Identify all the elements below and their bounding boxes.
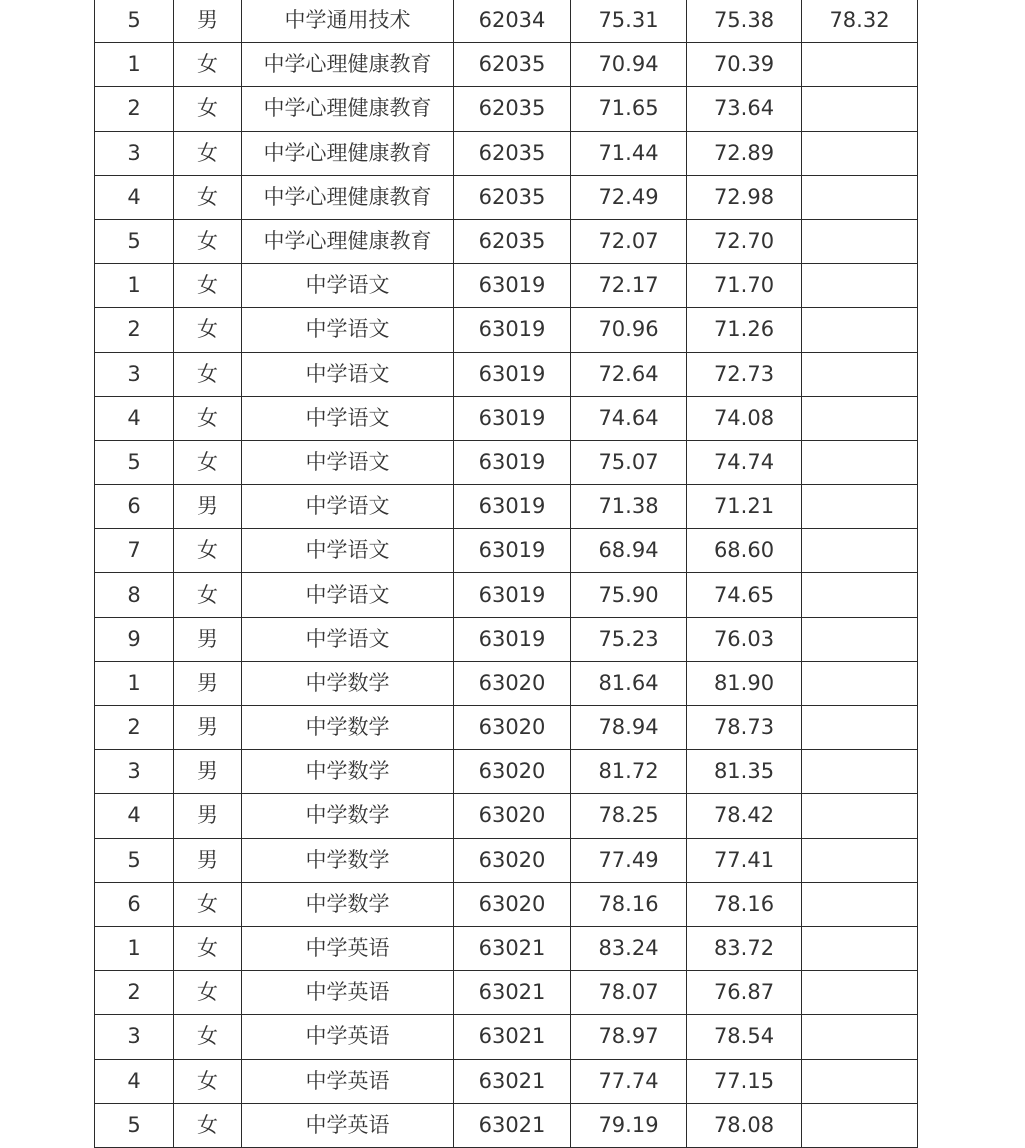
table-row	[95, 264, 918, 308]
cell-position-code: 63021	[454, 1103, 571, 1147]
cell-score-1: 75.31	[571, 0, 687, 43]
cell-subject: 中学心理健康教育	[242, 175, 454, 219]
cell-score-2: 74.08	[687, 396, 802, 440]
cell-score-1: 81.64	[571, 661, 687, 705]
cell-position-code: 62035	[454, 43, 571, 87]
cell-extra	[802, 882, 918, 926]
cell-gender: 女	[174, 573, 242, 617]
table-row	[95, 1015, 918, 1059]
cell-position-code: 62035	[454, 219, 571, 263]
cell-subject: 中学语文	[242, 308, 454, 352]
cell-gender: 女	[174, 131, 242, 175]
cell-seq: 4	[95, 1059, 174, 1103]
cell-position-code: 63020	[454, 661, 571, 705]
table-row	[95, 529, 918, 573]
cell-score-2: 73.64	[687, 87, 802, 131]
cell-score-2: 78.08	[687, 1103, 802, 1147]
cell-extra	[802, 440, 918, 484]
table-row	[95, 617, 918, 661]
cell-score-1: 72.64	[571, 352, 687, 396]
cell-score-2: 76.03	[687, 617, 802, 661]
cell-extra	[802, 573, 918, 617]
cell-gender: 女	[174, 926, 242, 970]
cell-extra	[802, 131, 918, 175]
table-row	[95, 926, 918, 970]
cell-extra	[802, 529, 918, 573]
cell-gender: 女	[174, 882, 242, 926]
cell-subject: 中学英语	[242, 971, 454, 1015]
table-row	[95, 1103, 918, 1147]
cell-gender: 女	[174, 440, 242, 484]
cell-gender: 女	[174, 971, 242, 1015]
cell-seq: 2	[95, 308, 174, 352]
table-row	[95, 352, 918, 396]
table-row	[95, 971, 918, 1015]
table-row	[95, 882, 918, 926]
cell-score-2: 81.90	[687, 661, 802, 705]
cell-extra	[802, 617, 918, 661]
cell-extra	[802, 971, 918, 1015]
cell-extra	[802, 175, 918, 219]
cell-score-2: 78.54	[687, 1015, 802, 1059]
cell-score-2: 78.16	[687, 882, 802, 926]
cell-score-1: 75.07	[571, 440, 687, 484]
cell-subject: 中学语文	[242, 485, 454, 529]
table-row	[95, 794, 918, 838]
cell-gender: 女	[174, 219, 242, 263]
cell-position-code: 63021	[454, 1059, 571, 1103]
cell-seq: 2	[95, 87, 174, 131]
cell-score-2: 77.15	[687, 1059, 802, 1103]
cell-seq: 4	[95, 794, 174, 838]
cell-gender: 女	[174, 264, 242, 308]
cell-score-1: 71.38	[571, 485, 687, 529]
cell-score-1: 75.23	[571, 617, 687, 661]
table-row	[95, 750, 918, 794]
cell-position-code: 63019	[454, 485, 571, 529]
cell-extra	[802, 794, 918, 838]
cell-subject: 中学通用技术	[242, 0, 454, 43]
cell-position-code: 63019	[454, 529, 571, 573]
cell-score-1: 72.07	[571, 219, 687, 263]
cell-score-1: 83.24	[571, 926, 687, 970]
cell-subject: 中学心理健康教育	[242, 43, 454, 87]
cell-gender: 女	[174, 308, 242, 352]
cell-gender: 女	[174, 352, 242, 396]
table-row	[95, 131, 918, 175]
cell-position-code: 63020	[454, 750, 571, 794]
cell-position-code: 63019	[454, 617, 571, 661]
cell-position-code: 63020	[454, 794, 571, 838]
cell-subject: 中学数学	[242, 838, 454, 882]
cell-subject: 中学数学	[242, 750, 454, 794]
cell-seq: 2	[95, 971, 174, 1015]
cell-score-2: 78.73	[687, 706, 802, 750]
cell-score-2: 72.73	[687, 352, 802, 396]
cell-extra	[802, 1059, 918, 1103]
cell-seq: 3	[95, 131, 174, 175]
cell-extra	[802, 1103, 918, 1147]
cell-position-code: 63021	[454, 926, 571, 970]
table-row	[95, 87, 918, 131]
cell-subject: 中学语文	[242, 617, 454, 661]
cell-gender: 男	[174, 0, 242, 43]
cell-seq: 1	[95, 264, 174, 308]
cell-gender: 男	[174, 750, 242, 794]
table-row	[95, 440, 918, 484]
cell-extra	[802, 485, 918, 529]
cell-seq: 1	[95, 661, 174, 705]
cell-score-1: 78.94	[571, 706, 687, 750]
cell-position-code: 63020	[454, 706, 571, 750]
cell-gender: 男	[174, 838, 242, 882]
table-row	[95, 396, 918, 440]
cell-subject: 中学心理健康教育	[242, 131, 454, 175]
cell-subject: 中学语文	[242, 573, 454, 617]
table-row	[95, 661, 918, 705]
cell-score-1: 72.49	[571, 175, 687, 219]
cell-subject: 中学心理健康教育	[242, 87, 454, 131]
cell-subject: 中学心理健康教育	[242, 219, 454, 263]
cell-position-code: 62034	[454, 0, 571, 43]
cell-seq: 5	[95, 1103, 174, 1147]
cell-score-2: 72.89	[687, 131, 802, 175]
results-table-body	[95, 0, 918, 1147]
cell-extra	[802, 87, 918, 131]
cell-seq: 5	[95, 0, 174, 43]
cell-subject: 中学英语	[242, 1103, 454, 1147]
cell-gender: 女	[174, 175, 242, 219]
cell-extra	[802, 661, 918, 705]
cell-seq: 4	[95, 175, 174, 219]
cell-score-1: 70.96	[571, 308, 687, 352]
cell-score-1: 68.94	[571, 529, 687, 573]
cell-score-2: 76.87	[687, 971, 802, 1015]
cell-extra: 78.32	[802, 0, 918, 43]
cell-score-2: 71.70	[687, 264, 802, 308]
cell-position-code: 63019	[454, 573, 571, 617]
cell-score-1: 78.16	[571, 882, 687, 926]
cell-position-code: 63019	[454, 308, 571, 352]
cell-gender: 女	[174, 1015, 242, 1059]
cell-score-1: 77.74	[571, 1059, 687, 1103]
cell-score-2: 74.74	[687, 440, 802, 484]
cell-gender: 女	[174, 1059, 242, 1103]
cell-seq: 8	[95, 573, 174, 617]
cell-subject: 中学英语	[242, 1059, 454, 1103]
cell-gender: 男	[174, 617, 242, 661]
cell-subject: 中学语文	[242, 396, 454, 440]
cell-score-1: 74.64	[571, 396, 687, 440]
cell-seq: 9	[95, 617, 174, 661]
cell-score-2: 74.65	[687, 573, 802, 617]
cell-gender: 女	[174, 396, 242, 440]
cell-position-code: 63019	[454, 352, 571, 396]
cell-subject: 中学语文	[242, 352, 454, 396]
cell-gender: 女	[174, 1103, 242, 1147]
cell-extra	[802, 706, 918, 750]
cell-subject: 中学英语	[242, 1015, 454, 1059]
cell-extra	[802, 43, 918, 87]
cell-subject: 中学数学	[242, 882, 454, 926]
cell-seq: 3	[95, 750, 174, 794]
cell-score-2: 68.60	[687, 529, 802, 573]
cell-score-2: 70.39	[687, 43, 802, 87]
cell-subject: 中学数学	[242, 794, 454, 838]
cell-score-2: 72.98	[687, 175, 802, 219]
cell-position-code: 62035	[454, 131, 571, 175]
table-row	[95, 573, 918, 617]
table-row	[95, 1059, 918, 1103]
cell-seq: 3	[95, 352, 174, 396]
cell-position-code: 63021	[454, 1015, 571, 1059]
cell-seq: 5	[95, 838, 174, 882]
cell-seq: 6	[95, 485, 174, 529]
cell-gender: 女	[174, 529, 242, 573]
cell-position-code: 63020	[454, 882, 571, 926]
table-row	[95, 43, 918, 87]
cell-gender: 男	[174, 794, 242, 838]
cell-score-2: 78.42	[687, 794, 802, 838]
cell-score-1: 79.19	[571, 1103, 687, 1147]
table-row	[95, 219, 918, 263]
cell-score-1: 78.97	[571, 1015, 687, 1059]
cell-subject: 中学数学	[242, 661, 454, 705]
table-row	[95, 838, 918, 882]
cell-score-1: 78.25	[571, 794, 687, 838]
cell-score-1: 72.17	[571, 264, 687, 308]
cell-score-1: 75.90	[571, 573, 687, 617]
cell-extra	[802, 219, 918, 263]
cell-subject: 中学语文	[242, 440, 454, 484]
cell-extra	[802, 264, 918, 308]
results-table-container	[94, 0, 917, 1148]
cell-position-code: 63019	[454, 264, 571, 308]
cell-score-2: 77.41	[687, 838, 802, 882]
cell-score-1: 81.72	[571, 750, 687, 794]
cell-subject: 中学语文	[242, 264, 454, 308]
cell-extra	[802, 926, 918, 970]
results-table	[94, 0, 918, 1148]
table-row	[95, 706, 918, 750]
cell-seq: 1	[95, 43, 174, 87]
cell-seq: 4	[95, 396, 174, 440]
cell-gender: 女	[174, 87, 242, 131]
cell-subject: 中学数学	[242, 706, 454, 750]
cell-score-1: 71.65	[571, 87, 687, 131]
cell-score-1: 70.94	[571, 43, 687, 87]
cell-seq: 1	[95, 926, 174, 970]
cell-extra	[802, 1015, 918, 1059]
cell-score-2: 83.72	[687, 926, 802, 970]
cell-extra	[802, 308, 918, 352]
table-row	[95, 485, 918, 529]
cell-score-1: 78.07	[571, 971, 687, 1015]
cell-gender: 男	[174, 485, 242, 529]
cell-score-2: 72.70	[687, 219, 802, 263]
cell-score-2: 75.38	[687, 0, 802, 43]
cell-score-1: 71.44	[571, 131, 687, 175]
cell-subject: 中学语文	[242, 529, 454, 573]
table-row	[95, 308, 918, 352]
cell-seq: 3	[95, 1015, 174, 1059]
cell-extra	[802, 352, 918, 396]
table-row	[95, 175, 918, 219]
cell-extra	[802, 396, 918, 440]
cell-score-1: 77.49	[571, 838, 687, 882]
cell-seq: 5	[95, 440, 174, 484]
cell-seq: 7	[95, 529, 174, 573]
cell-score-2: 71.26	[687, 308, 802, 352]
cell-gender: 男	[174, 661, 242, 705]
cell-score-2: 81.35	[687, 750, 802, 794]
cell-gender: 男	[174, 706, 242, 750]
cell-gender: 女	[174, 43, 242, 87]
table-row	[95, 0, 918, 43]
cell-seq: 5	[95, 219, 174, 263]
cell-seq: 6	[95, 882, 174, 926]
cell-score-2: 71.21	[687, 485, 802, 529]
cell-position-code: 63019	[454, 440, 571, 484]
cell-position-code: 63019	[454, 396, 571, 440]
cell-position-code: 62035	[454, 87, 571, 131]
cell-seq: 2	[95, 706, 174, 750]
cell-extra	[802, 838, 918, 882]
cell-position-code: 62035	[454, 175, 571, 219]
cell-position-code: 63021	[454, 971, 571, 1015]
cell-subject: 中学英语	[242, 926, 454, 970]
cell-position-code: 63020	[454, 838, 571, 882]
cell-extra	[802, 750, 918, 794]
